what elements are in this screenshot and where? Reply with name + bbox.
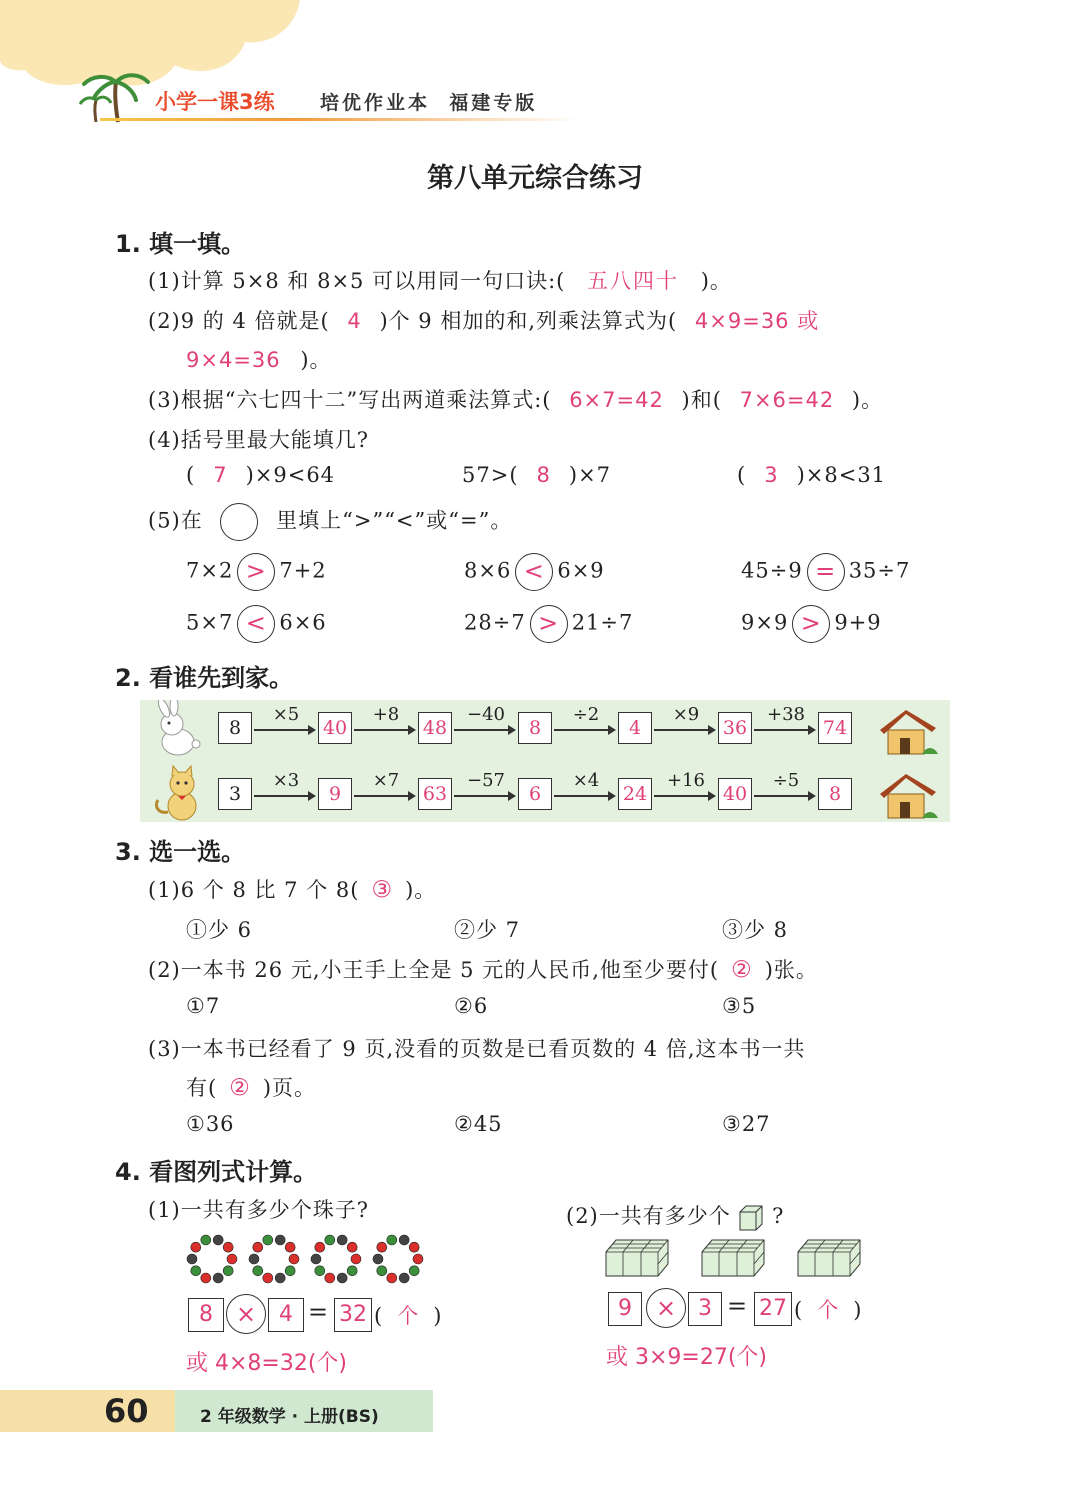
- option: ①36: [186, 1112, 235, 1136]
- bead: [253, 1242, 263, 1252]
- arrow: [254, 795, 314, 797]
- bead: [347, 1242, 357, 1252]
- q4-p2-unit: ( 个 ): [794, 1298, 863, 1322]
- bead: [337, 1235, 347, 1245]
- bead: [387, 1235, 397, 1245]
- result-box: 8: [818, 778, 852, 810]
- bead: [377, 1242, 387, 1252]
- q1-heading: 1. 填一填。: [115, 230, 246, 258]
- header-underline: [100, 118, 580, 121]
- q1-p2-cont: 9×4=36 )。: [186, 348, 332, 372]
- q4-p1-eq-result: 32: [334, 1298, 372, 1332]
- cat-icon: [148, 764, 210, 824]
- compare-item: 5×7 < 6×6: [186, 605, 327, 643]
- operation-label: −40: [467, 704, 505, 725]
- q1-p1: (1)计算 5×8 和 8×5 可以用同一句口诀:( 五八四十 )。: [148, 269, 732, 293]
- q3-p3-answer: ②: [229, 1075, 251, 1101]
- result-box: 40: [718, 778, 752, 810]
- bead: [373, 1254, 383, 1264]
- q1-p4-item: ( 3 )×8<31: [737, 463, 887, 487]
- q1-p4-item: ( 7 )×9<64: [186, 463, 336, 487]
- q4-p1-eq-num2: 4: [268, 1298, 304, 1332]
- operation-label: ×4: [572, 770, 600, 791]
- bead: [213, 1273, 223, 1283]
- option: ①少 6: [186, 918, 253, 942]
- cube-group: [798, 1240, 860, 1276]
- operation-label: +38: [767, 704, 805, 725]
- bead: [275, 1273, 285, 1283]
- option: ①7: [186, 994, 221, 1018]
- compare-item: 9×9 > 9+9: [741, 605, 882, 643]
- result-box: 74: [818, 712, 852, 744]
- bead: [409, 1266, 419, 1276]
- option: ③27: [722, 1112, 771, 1136]
- q1-p1-answer: 五八四十: [587, 269, 680, 293]
- arrow: [654, 795, 714, 797]
- q3-p2-answer: ②: [731, 957, 753, 983]
- empty-circle-icon: [220, 503, 258, 541]
- arrow: [554, 729, 614, 731]
- bead: [201, 1273, 211, 1283]
- cube-groups-picture: [602, 1236, 864, 1280]
- result-box: 6: [518, 778, 552, 810]
- bead: [263, 1273, 273, 1283]
- q4-p2-eq-op: ×: [646, 1288, 686, 1328]
- result-box: 8: [518, 712, 552, 744]
- arrow: [754, 729, 814, 731]
- q1-p4-item: 57>( 8 )×7: [462, 463, 612, 487]
- arrow: [254, 729, 314, 731]
- brand-logo: 小学一课3练: [155, 90, 275, 114]
- q3-p1-answer: ③: [371, 877, 394, 903]
- bead: [325, 1235, 335, 1245]
- bead: [263, 1235, 273, 1245]
- book-label: 2 年级数学 · 上册(BS): [200, 1407, 379, 1427]
- q4-p2-eq-num2: 3: [688, 1292, 722, 1326]
- q1-p3-answer1: 6×7=42: [569, 388, 664, 412]
- bead: [289, 1254, 299, 1264]
- bead: [413, 1254, 423, 1264]
- bead: [201, 1235, 211, 1245]
- bead-rings-picture: [184, 1232, 424, 1286]
- q3-p3: (3)一本书已经看了 9 页,没看的页数是已看页数的 4 倍,这本书一共: [148, 1037, 806, 1061]
- bead: [387, 1273, 397, 1283]
- operation-label: −57: [467, 770, 505, 791]
- bead: [315, 1266, 325, 1276]
- cube-group: [606, 1240, 668, 1276]
- operation-label: ×5: [272, 704, 300, 725]
- compare-item: 8×6 < 6×9: [464, 553, 605, 591]
- house-icon: [876, 706, 942, 758]
- arrow: [654, 729, 714, 731]
- bead: [399, 1273, 409, 1283]
- result-box: 63: [418, 778, 452, 810]
- arrow: [554, 795, 614, 797]
- bead: [409, 1242, 419, 1252]
- q1-p3: (3)根据“六七四十二”写出两道乘法算式:( 6×7=42 )和( 7×6=42 )。: [148, 388, 884, 412]
- result-box: 24: [618, 778, 652, 810]
- q4-p1-unit: ( 个 ): [374, 1304, 443, 1328]
- bead: [253, 1266, 263, 1276]
- cube-group: [702, 1240, 764, 1276]
- page-title: 第八单元综合练习: [427, 163, 643, 194]
- bead: [191, 1242, 201, 1252]
- q4-p2-eq-num1: 9: [608, 1292, 642, 1326]
- palm-tree-icon: [78, 70, 158, 125]
- operation-label: ×9: [672, 704, 700, 725]
- q4-p1-question: (1)一共有多少个珠子?: [148, 1198, 370, 1222]
- bead: [285, 1266, 295, 1276]
- arrow: [354, 729, 414, 731]
- operation-label: ÷5: [772, 770, 800, 791]
- q2-heading: 2. 看谁先到家。: [115, 664, 294, 692]
- q4-heading: 4. 看图列式计算。: [115, 1158, 318, 1186]
- q1-p5: (5)在 里填上“>”“<”或“=”。: [148, 503, 512, 541]
- operation-label: ×7: [372, 770, 400, 791]
- q4-p2-question: (2)一共有多少个 ?: [566, 1200, 784, 1232]
- bead: [315, 1242, 325, 1252]
- rabbit-icon: [148, 700, 210, 760]
- bead: [347, 1266, 357, 1276]
- result-box: 48: [418, 712, 452, 744]
- q4-p1-eq-num1: 8: [188, 1298, 224, 1332]
- compare-item: 7×2 > 7+2: [186, 553, 327, 591]
- q1-p2-answer3: 9×4=36: [186, 348, 281, 372]
- bead: [285, 1242, 295, 1252]
- operation-label: +8: [372, 704, 400, 725]
- option: ②少 7: [454, 918, 521, 942]
- bead: [223, 1242, 233, 1252]
- q1-p3-answer2: 7×6=42: [739, 388, 835, 412]
- cube-icon: [738, 1204, 764, 1232]
- q4-p2-eq-result: 27: [754, 1292, 792, 1326]
- result-box: 4: [618, 712, 652, 744]
- q4-p1-alt: 或 4×8=32(个): [186, 1351, 348, 1376]
- bead: [191, 1266, 201, 1276]
- bead: [311, 1254, 321, 1264]
- option: ③少 8: [722, 918, 789, 942]
- result-box: 36: [718, 712, 752, 744]
- operation-label: +16: [667, 770, 705, 791]
- option: ②45: [454, 1112, 503, 1136]
- compare-item: 28÷7 > 21÷7: [464, 605, 633, 643]
- q3-heading: 3. 选一选。: [115, 838, 246, 866]
- option: ②6: [454, 994, 489, 1018]
- q1-p2: (2)9 的 4 倍就是( 4 )个 9 相加的和,列乘法算式为( 4×9=36 或: [148, 309, 820, 333]
- q3-p3-cont: 有( ② )页。: [186, 1075, 317, 1101]
- arrow: [754, 795, 814, 797]
- result-box: 9: [318, 778, 352, 810]
- option: ③5: [722, 994, 757, 1018]
- q3-p2: (2)一本书 26 元,小王手上全是 5 元的人民币,他至少要付( ② )张。: [148, 957, 818, 983]
- arrow: [354, 795, 414, 797]
- arrow: [454, 729, 514, 731]
- cat-start-box: 3: [218, 778, 252, 810]
- bead: [227, 1254, 237, 1264]
- q4-p2-alt: 或 3×9=27(个): [606, 1345, 768, 1370]
- compare-item: 45÷9 = 35÷7: [741, 553, 910, 591]
- page-number: 60: [104, 1392, 149, 1430]
- bead: [377, 1266, 387, 1276]
- q1-p2-answer2: 4×9=36 或: [694, 309, 820, 333]
- equals-sign: =: [727, 1292, 748, 1320]
- operation-label: ×3: [272, 770, 300, 791]
- bead: [325, 1273, 335, 1283]
- bead: [275, 1235, 285, 1245]
- arrow: [454, 795, 514, 797]
- bead: [249, 1254, 259, 1264]
- bead: [351, 1254, 361, 1264]
- house-icon: [876, 770, 942, 822]
- bead: [337, 1273, 347, 1283]
- rabbit-start-box: 8: [218, 712, 252, 744]
- q1-p4: (4)括号里最大能填几?: [148, 428, 370, 452]
- footer-page-tab: [0, 1390, 175, 1432]
- header-subtitle: 培优作业本 福建专版: [320, 92, 538, 114]
- q4-p1-eq-op: ×: [226, 1294, 266, 1334]
- bead: [223, 1266, 233, 1276]
- q3-p1: (1)6 个 8 比 7 个 8( ③ )。: [148, 877, 437, 903]
- operation-label: ÷2: [572, 704, 600, 725]
- bead: [213, 1235, 223, 1245]
- bead: [187, 1254, 197, 1264]
- q1-p2-answer1: 4: [347, 309, 362, 333]
- result-box: 40: [318, 712, 352, 744]
- equals-sign: =: [308, 1298, 329, 1326]
- bead: [399, 1235, 409, 1245]
